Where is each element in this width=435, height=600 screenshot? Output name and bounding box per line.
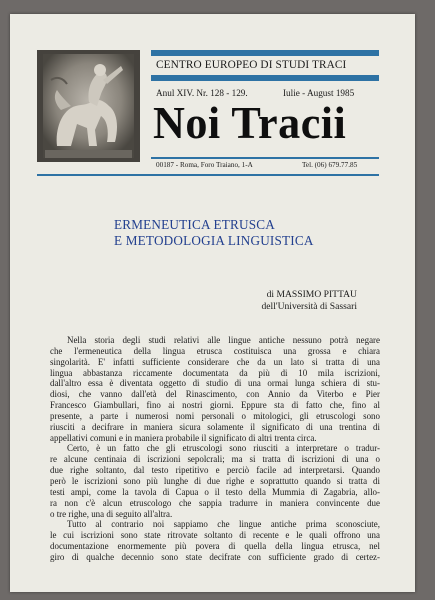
masthead-rule [151, 157, 379, 159]
article-body [50, 335, 380, 563]
text-line: lingua abbastanza riccamente documentata da più di 10 mila iscrizioni, [50, 367, 380, 378]
header-bottom-rule [37, 174, 379, 176]
text-line: Certo, è un fatto che gli etruscologi sono riusciti a interpretare o tradur- [67, 443, 380, 454]
text-line: dall'altro essa è diventata oggetto di studio di una ormai lunga schiera di stu- [50, 378, 380, 389]
horseman-relief-image [37, 50, 140, 162]
text-line: singolarità. E' infatti sufficiente considerare che da un lato si tratta di una [50, 356, 380, 367]
paragraph [50, 335, 380, 443]
text-line: presente, a parte i numerosi nomi personali o mitologici, gli etruscologi sono [50, 410, 380, 421]
paragraph [50, 519, 380, 562]
text-line: due righe soltanto, dal testo ripetitivo e perciò facile ad interpretarsi. Quando [50, 465, 380, 476]
address: 00187 - Roma, Foro Traiano, 1-A [156, 161, 253, 169]
text-line: però le iscrizioni sono più lunghe di due righe e soprattutto quando si tratta di [50, 475, 380, 486]
text-line: re alcune centinaia di iscrizioni sepolcrali; ma si tratta di iscrizioni di una o [50, 454, 380, 465]
text-line: le cui iscrizioni sono state ritrovate soltanto di recente e le quali offrono una [50, 530, 380, 541]
text-line: che l'ermeneutica della lingua etrusca costituisca una grossa e chiara [50, 345, 380, 356]
article-title-line: E METODOLOGIA LINGUISTICA [114, 233, 314, 248]
paragraph [50, 443, 380, 519]
article-title [114, 217, 314, 249]
text-line: Nella storia degli studi relativi alle lingue antiche nessuno potrà negare [67, 335, 380, 345]
text-line: ra non c'è alcun etruscologo che sappia tradurre in maniera convincente due [50, 497, 380, 508]
text-line: Francesco Giambullari, fino ai nostri giorni. Eppure sta di fatto che, fino al [50, 400, 380, 411]
relief-photo [37, 50, 140, 162]
byline [261, 289, 357, 312]
text-line: diosi, che vanno dall'età del Rinascimento, con Annio da Viterbo e Pier [50, 389, 380, 400]
header-band [151, 75, 379, 81]
text-line: giro di qualche decennio sono state decifrate con sufficiente grado di certez- [50, 551, 380, 562]
text-line: Tutto al contrario noi sappiamo che lingue antiche prima sconosciute, [67, 519, 380, 530]
phone-number: Tel. (06) 679.77.85 [302, 161, 358, 169]
document-page [10, 14, 415, 592]
issue-number: Anul XIV. Nr. 128 - 129. [156, 88, 248, 98]
text-line: riusciti a decifrare in maniera sicura solamente il significato di una trentina di [50, 421, 380, 432]
article-title-line: ERMENEUTICA ETRUSCA [114, 217, 275, 232]
masthead-title: Noi Tracii [153, 97, 347, 148]
text-line: o tre righe, una di seguito all'altra. [50, 508, 173, 519]
issue-date: Iulie - August 1985 [283, 88, 355, 98]
header-top-rule [151, 50, 379, 56]
affiliation: dell'Università di Sassari [261, 300, 357, 312]
author: di MASSIMO PITTAU [266, 289, 357, 300]
text-line: documentazione enormemente più povera di quella della lingua etrusca, nel [50, 541, 380, 552]
text-line: testi ampi, come la tavola di Capua o il testo della Mummia di Zagabria, allo- [50, 486, 380, 497]
publisher-name: CENTRO EUROPEO DI STUDI TRACI [156, 59, 347, 71]
text-line: appellativi comuni e in maniera probabile il significato di altri trenta circa. [50, 432, 317, 443]
